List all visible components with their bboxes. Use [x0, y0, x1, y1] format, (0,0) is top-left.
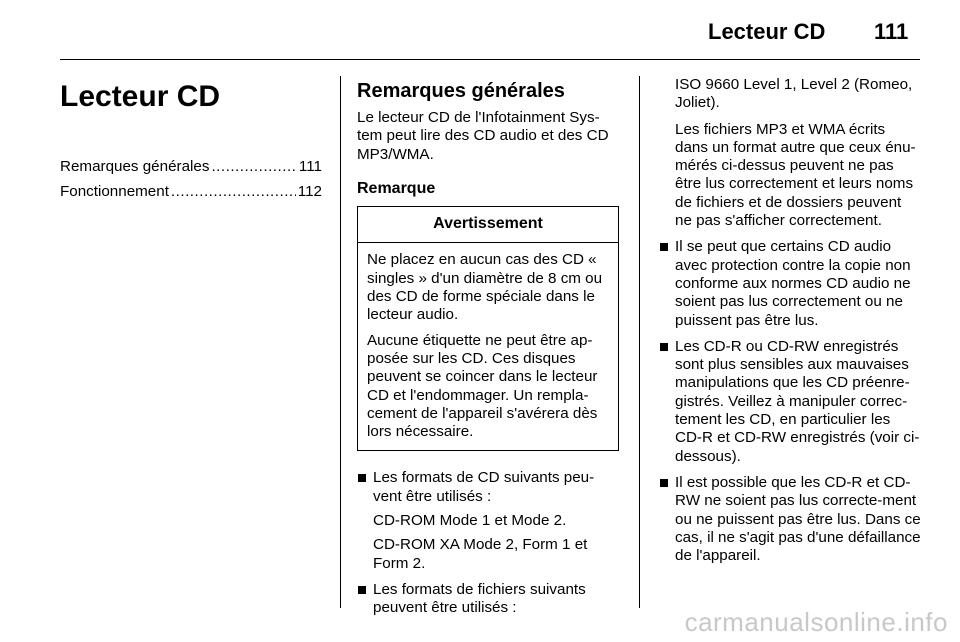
toc-entry-fonctionnement[interactable] — [60, 183, 322, 201]
list-item — [659, 474, 921, 565]
intro-paragraph: Le lecteur CD de l'Infotainment Sys-tem peut lire des CD audio et des CD MP3/WMA. — [357, 109, 609, 163]
toc-leader-dots — [171, 183, 296, 201]
toc-leader-dots — [211, 158, 296, 176]
chapter-title: Lecteur CD — [60, 80, 221, 113]
warning-title: Avertissement — [358, 207, 618, 243]
list-item — [659, 338, 921, 466]
section-title: Remarques générales — [357, 80, 565, 102]
toc-entry-label: Fonctionnement — [60, 183, 169, 201]
list-item-subtext: CD-ROM Mode 1 et Mode 2. — [373, 512, 567, 530]
toc-entry-page: 112 — [297, 183, 322, 201]
column-general-notes — [357, 76, 622, 626]
table-of-contents — [60, 158, 322, 202]
page-header — [0, 0, 960, 60]
column-divider-left — [340, 76, 341, 608]
list-item-text: Les CD-R ou CD-RW enregistrés sont plus sensibles aux mauvaises manipulations que les CD préenre-gistrés. Veillez à manipuler correc-tement les CD, en particulier les CD-R et CD-RW enregistrés (voir ci-dessous). — [675, 337, 920, 465]
list-item-text: Les formats de CD suivants peu-vent être utilisés : — [373, 469, 595, 505]
list-item-cd-formats — [357, 469, 622, 572]
running-header-title: Lecteur CD — [708, 19, 826, 44]
column-divider-right — [639, 76, 640, 608]
format-list — [357, 469, 622, 617]
remark-heading: Remarque — [357, 179, 436, 197]
continued-paragraph: ISO 9660 Level 1, Level 2 (Romeo, Joliet). — [675, 76, 913, 112]
header-rule — [60, 59, 920, 60]
list-item-text: Il est possible que les CD-R et CD-RW ne soient pas lus correcte-ment ou ne puissent pas être lus. Dans ce cas, il ne s'agit pas d'une défaillance de l'appareil. — [675, 473, 921, 565]
column-toc — [60, 76, 322, 209]
notes-list — [659, 238, 921, 565]
list-item — [659, 238, 921, 329]
page-number: 111 — [874, 19, 909, 44]
continued-paragraph: Les fichiers MP3 et WMA écrits dans un format autre que ceux énu-mérés ci-dessus peuvent ne pas être lus correctement et leurs noms de fichiers et de dossiers peuvent ne pas s'afficher correctement. — [675, 120, 916, 230]
warning-box — [357, 206, 619, 451]
warning-paragraph: Ne placez en aucun cas des CD « singles » d'un diamètre de 8 cm ou des CD de forme spéciale dans le lecteur audio. — [367, 251, 603, 324]
list-item-subtext: CD-ROM XA Mode 2, Form 1 et Form 2. — [373, 536, 588, 572]
toc-entry-remarques[interactable] — [60, 158, 322, 176]
toc-entry-label: Remarques générales — [60, 158, 210, 175]
toc-entry-page: 111 — [298, 158, 322, 175]
column-continued — [659, 76, 921, 573]
list-item-text: Les formats de fichiers suivants peuvent être utilisés : — [373, 580, 586, 617]
warning-body — [358, 243, 618, 450]
watermark: carmanualsonline.info — [684, 607, 948, 637]
warning-paragraph: Aucune étiquette ne peut être ap-posée sur les CD. Ces disques peuvent se coincer dans le lecteur CD et l'endommager. Un rempla-cement de l'appareil s'avérera dès lors nécessaire. — [367, 331, 598, 441]
list-item-text: Il se peut que certains CD audio avec protection contre la copie non conforme aux normes CD audio ne soient pas lus correctement ou ne puissent pas être lus. — [675, 238, 911, 329]
